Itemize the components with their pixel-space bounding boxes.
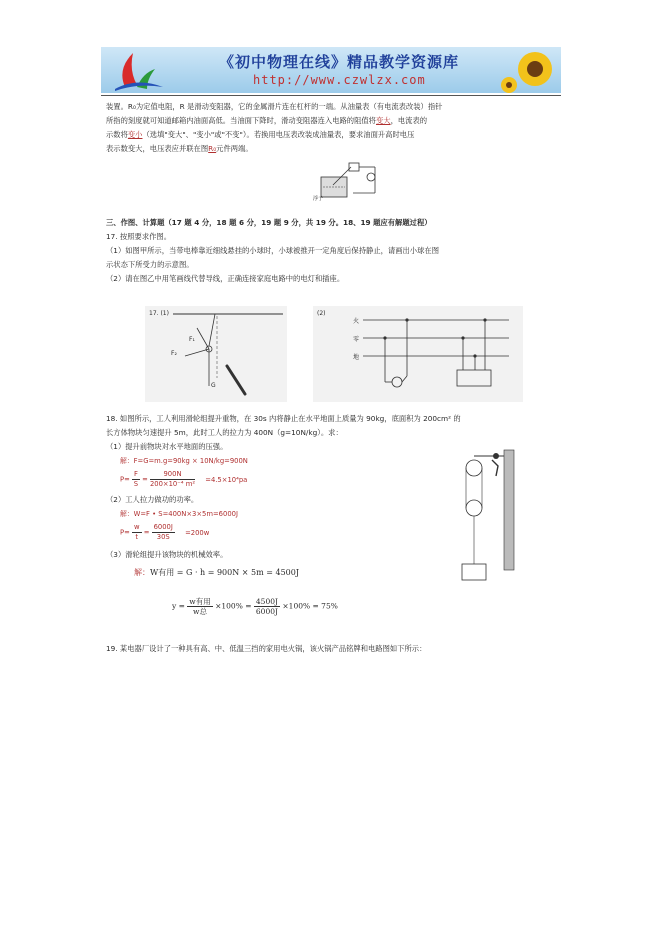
sol3-work: W有用 = G · h = 900N × 5m = 4500J <box>150 568 300 577</box>
intro-line-3-tail: （选填"变大"、"变小"或"不变"）。若换用电压表改装成油量表，要求油面升高时电压 <box>142 130 415 139</box>
answer-1: 变大 <box>375 116 391 125</box>
sol2-lhs: P= <box>120 528 130 537</box>
header-banner <box>101 47 561 93</box>
figure-17-1 <box>145 306 287 402</box>
q18-part1: （1）提升前物块对水平地面的压强。 <box>106 442 228 451</box>
intro-line-4-tail: 元件两端。 <box>216 144 253 153</box>
sol1-fraction2 <box>150 470 195 489</box>
answer-2: 变小 <box>127 130 143 139</box>
oil-gauge-diagram <box>313 157 381 207</box>
q17-title: 17. 按照要求作图。 <box>106 232 172 241</box>
force-f1-label: F₁ <box>189 336 195 343</box>
sol3-label: 解： <box>134 568 150 577</box>
pulley-figure <box>452 446 518 586</box>
q18-line1: 18. 如图所示，工人利用滑轮组提升重物，在 30s 内将静止在水平地面上质量为 90kg，底面积为 200cm² 的 <box>106 414 461 423</box>
sol1-num2: 900N <box>150 470 195 480</box>
sol2-num: w <box>133 523 140 531</box>
live-wire-label: 火 <box>353 318 360 325</box>
header-rule <box>101 95 561 96</box>
float-label: 浮子 <box>313 196 324 202</box>
q18-solution1a: 解：F=G=m.g=90kg × 10N/kg=900N <box>120 457 248 465</box>
force-f2-label: F₂ <box>171 350 177 357</box>
q17-part2: （2）请在图乙中用笔画线代替导线，正确连接家庭电路中的电灯和插座。 <box>106 274 345 283</box>
sol1-lhs: P= <box>120 475 130 484</box>
eff-fraction2 <box>254 597 280 616</box>
q18-part2: （2）工人拉力做功的功率。 <box>106 495 199 504</box>
intro-line-4 <box>106 142 566 155</box>
circuit-diagram <box>313 306 523 402</box>
eff-fraction <box>187 597 212 616</box>
eff-num2: 4500J <box>255 597 278 606</box>
q19-text: 19. 某电器厂设计了一种具有高、中、低温三挡的家用电火锅，该火锅产品铭牌和电路图如下所示： <box>106 644 427 653</box>
sol1-den2: 200×10⁻⁴ m² <box>149 480 196 488</box>
sol2-fraction <box>132 523 142 542</box>
intro-line-3 <box>106 128 566 141</box>
eff-num: w有用 <box>189 597 211 606</box>
q18-solution3b <box>172 597 632 616</box>
intro-line-1: 装置。R₀为定值电阻，R 是滑动变阻器，它的金属滑片连在杠杆的一端。从油量表（有电流表改装）指针 <box>106 102 443 111</box>
sol1-den: S <box>133 480 139 488</box>
logo-icon <box>107 47 167 93</box>
sol2-den: t <box>135 533 139 541</box>
eff-mid: ×100% = <box>215 601 252 611</box>
force-diagram <box>145 306 287 402</box>
q17-part1-line2: 示状态下所受力的示意图。 <box>106 260 194 269</box>
sol1-eq: = <box>142 475 148 484</box>
banner-url: http://www.czwlzx.com <box>253 73 426 87</box>
section-3-heading: 三、作图、计算题（17 题 4 分，18 题 6 分，19 题 9 分，共 19 分。18、19 题应有解题过程） <box>106 218 432 227</box>
intro-line-4-text: 表示数变大，电压表应并联在图 <box>106 144 209 153</box>
eff-den2: 6000J <box>255 607 278 616</box>
q18-part3: （3）滑轮组提升该物块的机械效率。 <box>106 550 228 559</box>
q18-solution2a: 解：W=F • S=400N×3×5m=6000J <box>120 510 238 518</box>
eff-den: w总 <box>193 607 207 616</box>
q17-part1-line1: （1）如图甲所示，当带电棒靠近细线悬挂的小球时，小球被推开一定角度后保持静止，请画出小球在图 <box>106 246 439 255</box>
intro-line-2-tail: ，电流表的 <box>390 116 428 125</box>
oil-gauge-figure <box>313 157 381 207</box>
q18-solution3a <box>134 566 594 579</box>
sol1-num: F <box>133 470 138 478</box>
intro-line-3-text: 示数将 <box>106 130 128 139</box>
earth-wire-label: 地 <box>353 354 360 361</box>
sol2-eq: = <box>143 528 150 537</box>
pulley-diagram <box>452 446 518 586</box>
eff-result: ×100% = 75% <box>282 601 338 611</box>
answer-3: R₀ <box>208 144 217 153</box>
sunflower-icon <box>501 47 561 93</box>
sol2-den2: 30S <box>156 533 170 541</box>
q18-line2: 长方体物块匀速提升 5m，此时工人的拉力为 400N（g=10N/kg）。求： <box>106 428 343 437</box>
sol2-fraction2 <box>152 523 175 542</box>
sol2-result: =200w <box>185 528 210 537</box>
intro-line-2 <box>106 114 566 127</box>
intro-line-2-text: 所指的刻度就可知道邮箱内油面高低。当油面下降时，滑动变阻器连入电路的阻值将 <box>106 116 376 125</box>
eff-lhs: y = <box>172 601 185 611</box>
figure-17-2 <box>313 306 523 402</box>
banner-title: 《初中物理在线》精品教学资源库 <box>219 53 460 71</box>
sol1-result: =4.5×10⁴pa <box>205 475 248 484</box>
force-g-label: G <box>211 382 216 389</box>
fig17-2-label: (2) <box>317 310 326 317</box>
fig17-1-label: 17. (1) <box>149 310 169 317</box>
sol2-num2: 6000J <box>153 523 173 531</box>
neutral-wire-label: 零 <box>353 336 360 343</box>
sol1-fraction <box>132 470 140 489</box>
